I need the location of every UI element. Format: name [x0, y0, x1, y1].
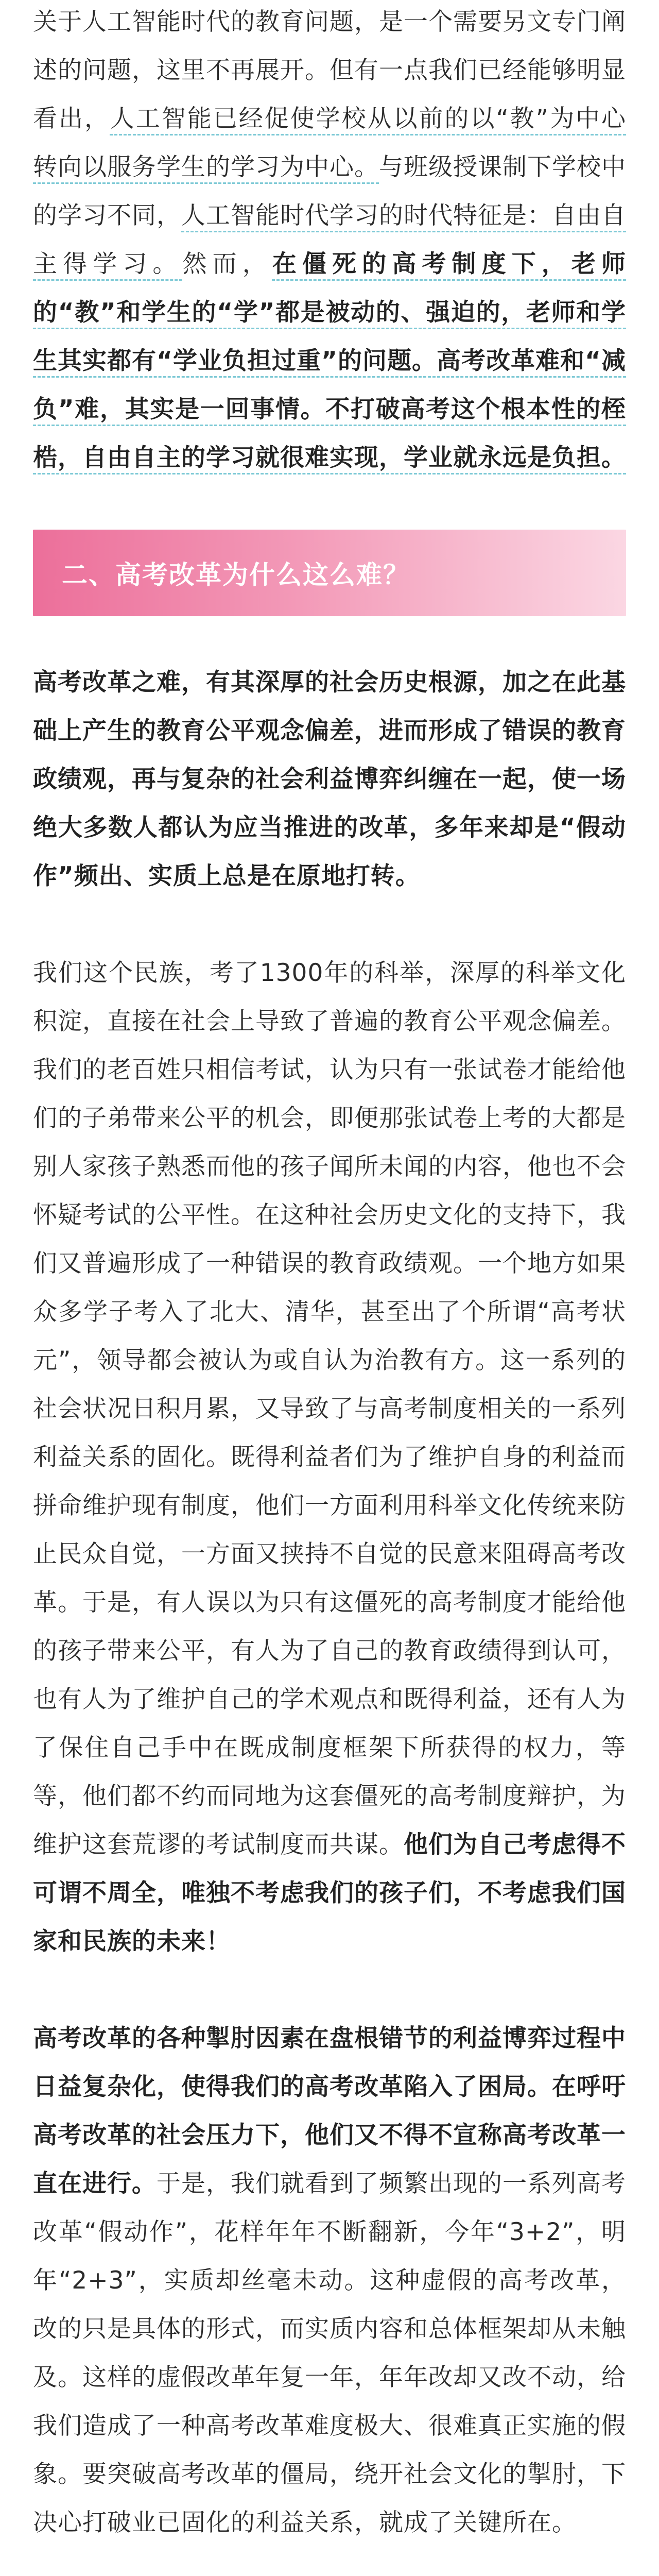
- history-text: 我们这个民族，考了1300年的科举，深厚的科举文化积淀，直接在社会上导致了普遍的教育公平观念偏差。我们的老百姓只相信考试，认为只有一张试卷才能给他们的子弟带来公平的机会，即便那张试卷上考的大都是别人家孩子熟悉而他的孩子闻所未闻的内容，他也不会怀疑考试的公平性。在这种社会历史文化的支持下，我们又普遍形成了一种错误的教育政绩观。一个地方如果众多学子考入了北大、清华，甚至出了个所谓“高考状元”，领导都会被认为或自认为治教有方。这一系列的社会状况日积月累，又导致了与高考制度相关的一系列利益关系的固化。既得利益者们为了维护自身的利益而拼命维护现有制度，他们一方面利用科举文化传统来防止民众自觉，一方面又挟持不自觉的民意来阻碍高考改革。于是，有人误以为只有这僵死的高考制度才能给他的孩子带来公平，有人为了自己的教育政绩得到认可，也有人为了维护自己的学术观点和既得利益，还有人为了保住自己手中在既成制度框架下所获得的权力，等等，他们都不约而同地为这套僵死的高考制度辩护，为维护这套荒谬的考试制度而共谋。: [33, 959, 626, 1859]
- reform-text: 于是，我们就看到了频繁出现的一系列高考改革“假动作”，花样年年不断翻新，今年“3+2”，明年“2+3”，实质却丝毫未动。这种虚假的高考改革，改的只是具体的形式，而实质内容和总体框架却从未触及。这样的虚假改革年复一年，年年改却又改不动，给我们造成了一种高考改革难度极大、很难真正实施的假象。要突破高考改革的僵局，绕开社会文化的掣肘，下决心打破业已固化的利益关系，就成了关键所在。: [33, 2170, 626, 2537]
- intro-highlight-2: 人工智能时代学习的时代特征是：自由自主得学习。: [33, 201, 626, 278]
- intro-paragraph: [33, 0, 626, 482]
- summary-paragraph: [33, 658, 626, 901]
- reform-paragraph: [33, 2014, 626, 2547]
- section-heading-banner: [33, 530, 626, 616]
- intro-highlight-1: 人工智能已经促使学校从以前的以“教”为中心转向以服务学生的学习为中心。: [33, 105, 627, 181]
- history-paragraph: [33, 949, 626, 1966]
- intro-text-3: 然而，: [182, 250, 272, 278]
- reform-bold-text: 高考改革的各种掣肘因素在盘根错节的利益博弈过程中日益复杂化，使得我们的高考改革陷入了困局。在呼吁高考改革的社会压力下，他们又不得不宣称高考改革一直在进行。: [33, 2024, 626, 2198]
- intro-text-1: 关于人工智能时代的教育问题，是一个需要另文专门阐述的问题，这里不再展开。但有一点我们已经能够明显看出，: [33, 8, 626, 133]
- summary-text: 高考改革之难，有其深厚的社会历史根源，加之在此基础上产生的教育公平观念偏差，进而形成了错误的教育政绩观，再与复杂的社会利益博弈纠缠在一起，使一场绝大多数人都认为应当推进的改革，多年来却是“假动作”频出、实质上总是在原地打转。: [33, 668, 626, 890]
- intro-text-2: 与班级授课制下学校中的学习不同，: [33, 153, 626, 230]
- section-heading-title: 二、高考改革为什么这么难？: [62, 560, 410, 590]
- intro-bold-highlight: 在僵死的高考制度下，老师的“教”和学生的“学”都是被动的、强迫的，老师和学生其实都有“学业负担过重”的问题。高考改革难和“减负”难，其实是一回事情。不打破高考这个根本性的桎梏，自由自主的学习就很难实现，学业就永远是负担。: [33, 250, 627, 472]
- history-bold-conclusion: 他们为自己考虑得不可谓不周全，唯独不考虑我们的孩子们，不考虑我们国家和民族的未来！: [33, 1831, 626, 1956]
